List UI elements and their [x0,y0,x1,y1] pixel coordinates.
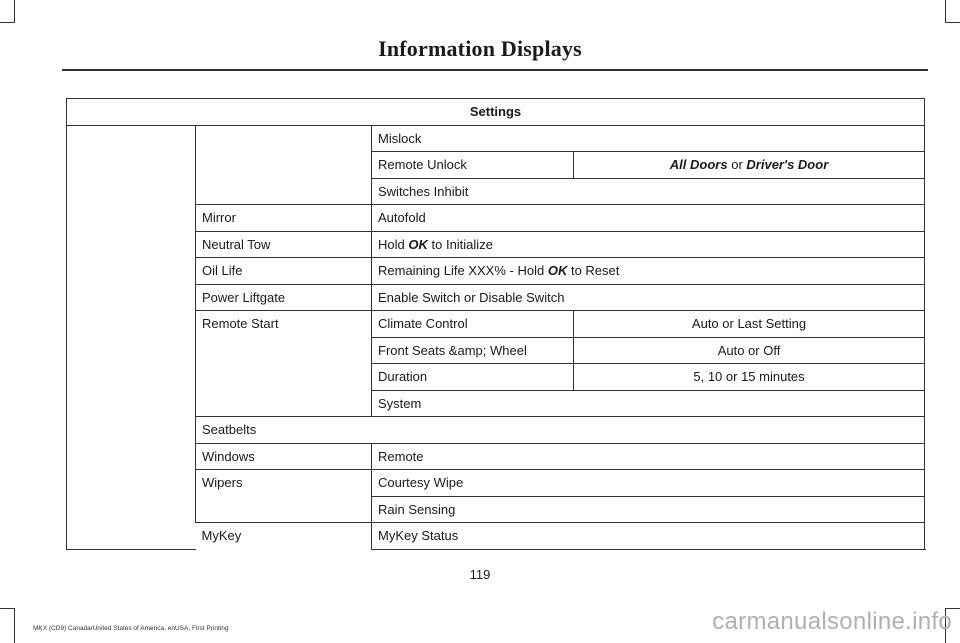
table-row [67,443,925,470]
table-row [67,258,925,285]
table-cell: MyKey [196,523,372,550]
table-cell: Auto or Last Setting [574,311,925,338]
text-hold: Hold [378,236,405,252]
table-cell: Remote Start [196,311,372,417]
text-remaining-life: Remaining Life XXX% - Hold [378,263,545,278]
table-cell: Climate Control [372,311,574,338]
table-cell: Auto or Off [574,337,925,364]
table-row [67,417,925,444]
table-row [67,284,925,311]
table-cell: Power Liftgate [196,284,372,311]
table-header-cell: Settings [67,99,925,126]
text-to-reset: to Reset [570,263,620,278]
ok-button-label: OK [547,263,568,278]
table-cell: Remote [372,443,925,470]
table-cell: System [372,390,925,417]
table-cell: Switches Inhibit [372,178,925,205]
table-cell-empty [196,125,372,205]
table-cell: Seatbelts [196,417,925,444]
option-all-doors: All Doors [669,157,728,172]
table-row [67,205,925,232]
table-header-row [67,99,925,126]
table-cell: Courtesy Wipe [372,470,925,497]
crop-mark-top-left [0,0,15,23]
ok-button-label: OK [408,236,428,252]
table-cell: Oil Life [196,258,372,285]
table-cell: Autofold [372,205,925,232]
table-cell: Neutral Tow [196,231,372,258]
watermark: carmanualsonline.info [712,608,952,635]
table-row [67,311,925,338]
table-row [67,523,925,550]
text-to-initialize: to Initialize [431,236,493,252]
table-cell-remote-unlock-options [574,152,925,179]
table-cell: Enable Switch or Disable Switch [372,284,925,311]
crop-mark-top-right [945,0,960,23]
table-row [67,231,925,258]
page-number: 119 [469,567,491,582]
option-drivers-door: Driver's Door [746,157,829,172]
table-cell: Mislock [372,125,925,152]
table-cell: Wipers [196,470,372,523]
table-row [67,470,925,497]
option-separator: or [731,157,743,172]
settings-table [66,98,925,550]
table-cell: Duration [372,364,574,391]
page-title: Information Displays [378,36,582,61]
table-row [67,125,925,152]
table-cell: MyKey Status [372,523,925,550]
table-cell: Windows [196,443,372,470]
footer-printing-info: MKX (CD9) Canada/United States of America, enUSA, First Printing [33,625,229,632]
table-cell-empty [67,125,196,549]
header-rule [62,69,928,71]
table-cell-neutral-tow-action [372,231,925,258]
crop-mark-bottom-left [0,608,15,643]
table-cell-oil-life-action [372,258,925,285]
table-cell: Remote Unlock [372,152,574,179]
table-cell: Mirror [196,205,372,232]
table-cell: Rain Sensing [372,496,925,523]
table-cell: Front Seats &amp; Wheel [372,337,574,364]
table-cell: 5, 10 or 15 minutes [574,364,925,391]
